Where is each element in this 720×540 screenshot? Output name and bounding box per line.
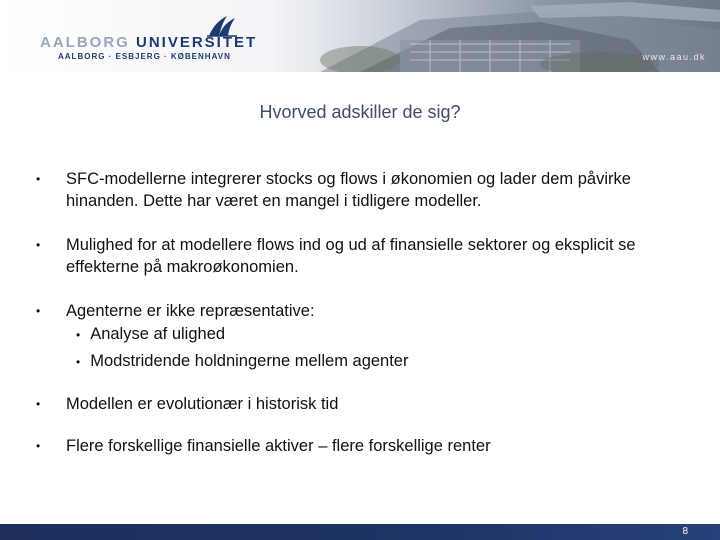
page-number: 8	[682, 526, 688, 537]
bullet-text: Modellen er evolutionær i historisk tid	[66, 395, 339, 413]
bullet-text: SFC-modellerne integrerer stocks og flows i økonomien og lader dem påvirke hinanden. Dette har været en mangel i tidligere modeller.	[66, 170, 631, 210]
university-campuses: AALBORG · ESBJERG · KØBENHAVN	[58, 52, 231, 61]
bullet-text: Flere forskellige finansielle aktiver – flere forskellige renter	[66, 437, 491, 455]
bullet-marker: •	[36, 439, 41, 453]
slide-title: Hvorved adskiller de sig?	[259, 102, 461, 122]
bullet-marker: •	[36, 397, 41, 411]
sub-bullet-item	[76, 350, 408, 373]
university-name	[40, 34, 257, 51]
footer-bar	[0, 524, 720, 540]
sub-bullet-text: Analyse af ulighed	[90, 325, 226, 343]
header-banner	[0, 0, 720, 72]
sub-bullet-marker: •	[76, 355, 81, 369]
bullet-text: Agenterne er ikke repræsentative:	[66, 302, 315, 320]
bullet-marker: •	[36, 238, 41, 252]
sub-bullet-item	[76, 323, 225, 346]
logo-name-first: AALBORG	[40, 34, 130, 51]
logo-name-second: UNIVERSITET	[136, 34, 258, 51]
bullet-marker: •	[36, 172, 41, 186]
sub-bullet-text: Modstridende holdningerne mellem agenter	[90, 352, 409, 370]
website-url: www.aau.dk	[642, 52, 706, 62]
sub-bullet-marker: •	[76, 328, 81, 342]
bullet-marker: •	[36, 304, 41, 318]
bullet-text: Mulighed for at modellere flows ind og ud af finansielle sektorer og eksplicit se effekterne på makroøkonomien.	[66, 236, 636, 276]
